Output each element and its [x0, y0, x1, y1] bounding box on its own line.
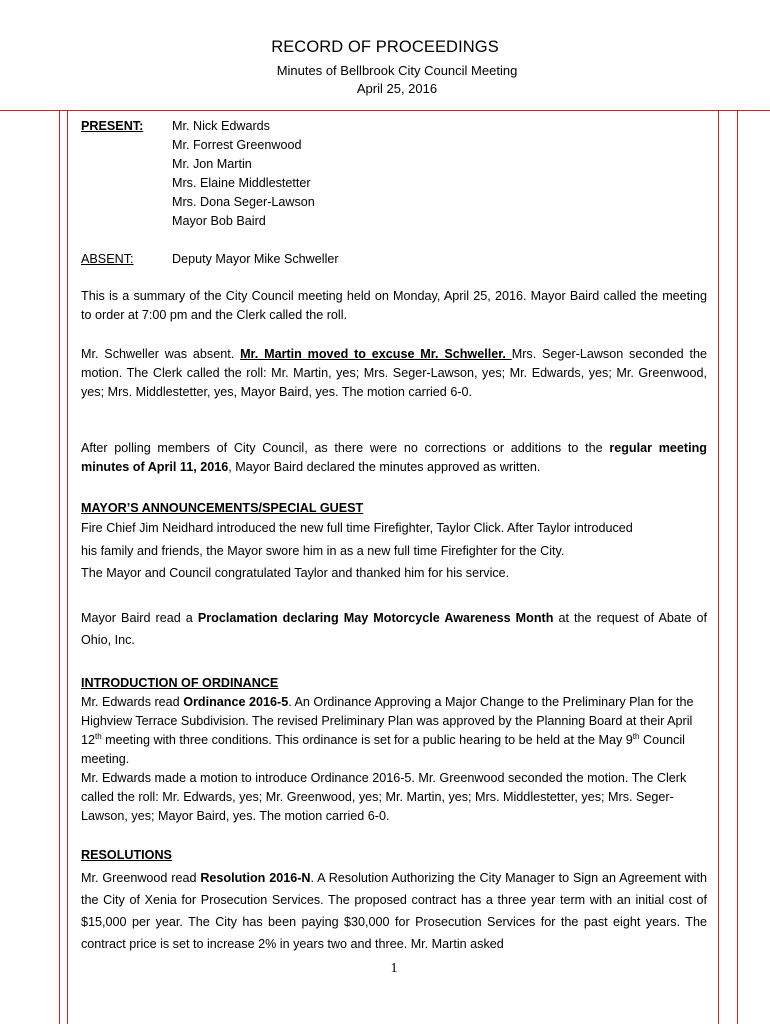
ordinance-motion-paragraph: Mr. Edwards made a motion to introduce Ordinance 2016-5. Mr. Greenwood seconded the motion. The Clerk called the roll: Mr. Edwards, yes; Mr. Greenwood, yes; Mr. Martin, yes; Mrs. Middlestetter, yes; Mrs. Seger-Lawson, yes; Mayor Baird, yes. The motion carried 6-0. — [81, 771, 687, 823]
excuse-pre: Mr. Schweller was absent. — [81, 347, 241, 361]
right-margin-rule-1 — [718, 110, 719, 1024]
meeting-date: April 25, 2016 — [356, 81, 438, 96]
proclamation-pre: Mayor Baird read a — [81, 611, 198, 625]
approval-bold: regular meeting minutes of April 11, 2016 — [81, 441, 707, 474]
ordinance-sup: th — [95, 732, 102, 741]
announcement-line: his family and friends, the Mayor swore him in as a new full time Firefighter for the City. — [81, 544, 565, 558]
summary-paragraph: This is a summary of the City Council meeting held on Monday, April 25, 2016. Mayor Baird called the meeting to order at 7:00 pm and the Clerk called the roll. — [81, 289, 707, 322]
present-label: PRESENT: — [81, 119, 144, 133]
resolution-paragraph — [81, 867, 707, 955]
present-member: Mayor Bob Baird — [172, 214, 266, 228]
excuse-motion: Mr. Martin moved to excuse Mr. Schweller. — [240, 347, 512, 361]
resolution-post: . A Resolution Authorizing the City Manager to Sign an Agreement with the City of Xenia for Prosecution Services. The proposed contract has a three year term with an initial cost of $15,000 per year. The City has been paying $30,000 for Prosecution Services for the past eight years. The contract price is set to increase 2% in years two and three. Mr. Martin asked — [81, 871, 707, 951]
proclamation-bold: Proclamation declaring May Motorcycle Awareness Month — [197, 611, 554, 625]
ordinance-paragraph — [81, 693, 707, 769]
present-member: Mrs. Elaine Middlestetter — [172, 176, 311, 190]
ordinance-pre: Mr. Edwards read — [81, 695, 184, 709]
resolutions-heading: RESOLUTIONS — [81, 848, 172, 862]
excuse-paragraph — [81, 345, 707, 402]
announcement-line: Fire Chief Jim Neidhard introduced the new full time Firefighter, Taylor Click. After Taylor introduced — [81, 521, 633, 535]
announcement-line: The Mayor and Council congratulated Taylor and thanked him for his service. — [81, 566, 510, 580]
header-rule — [0, 110, 770, 111]
right-margin-rule-2 — [737, 110, 738, 1024]
proclamation-paragraph — [81, 607, 707, 651]
present-member: Mr. Forrest Greenwood — [172, 138, 302, 152]
ordinance-sup: th — [632, 732, 640, 741]
present-member: Mr. Nick Edwards — [172, 119, 270, 133]
present-member: Mr. Jon Martin — [172, 157, 252, 171]
left-margin-rule-1 — [59, 110, 60, 1024]
document-title: RECORD OF PROCEEDINGS — [271, 38, 499, 56]
ordinance-text-b: meeting with three conditions. This ordinance is set for a public hearing to be held at the May 9 — [101, 733, 633, 747]
ordinance-number: Ordinance 2016-5 — [183, 695, 289, 709]
page-number: 1 — [390, 961, 398, 976]
left-margin-rule-2 — [67, 110, 68, 1024]
present-member: Mrs. Dona Seger-Lawson — [172, 195, 315, 209]
announcements-heading: MAYOR’S ANNOUNCEMENTS/SPECIAL GUEST — [81, 501, 364, 515]
approval-pre: After polling members of City Council, as there were no corrections or additions to the — [81, 441, 610, 455]
ordinance-text-a: . An Ordinance Approving a Major Change to the Preliminary Plan for the Highview Terrace Subdivision. The revised Preliminary Plan was approved by the Planning Board at their April 12 — [81, 695, 694, 747]
approval-post: , Mayor Baird declared the minutes approved as written. — [228, 460, 541, 474]
document-subtitle: Minutes of Bellbrook City Council Meeting — [276, 63, 518, 78]
absent-member: Deputy Mayor Mike Schweller — [172, 252, 339, 266]
absent-label: ABSENT: — [81, 252, 134, 266]
minutes-approval-paragraph — [81, 439, 707, 477]
ordinance-text-c: Council meeting. — [81, 733, 685, 766]
proclamation-post: at the request of Abate of Ohio, Inc. — [81, 611, 708, 647]
resolution-number: Resolution 2016-N — [200, 871, 311, 885]
resolution-pre: Mr. Greenwood read — [81, 871, 201, 885]
ordinance-heading: INTRODUCTION OF ORDINANCE — [81, 676, 279, 690]
excuse-post: Mrs. Seger-Lawson seconded the motion. The Clerk called the roll: Mr. Martin, yes; Mrs. Seger-Lawson, yes; Mr. Edwards, yes; Mr. Greenwood, yes; Mrs. Middlestetter, yes, Mayor Baird, yes. The motion carried 6-0. — [81, 347, 707, 399]
